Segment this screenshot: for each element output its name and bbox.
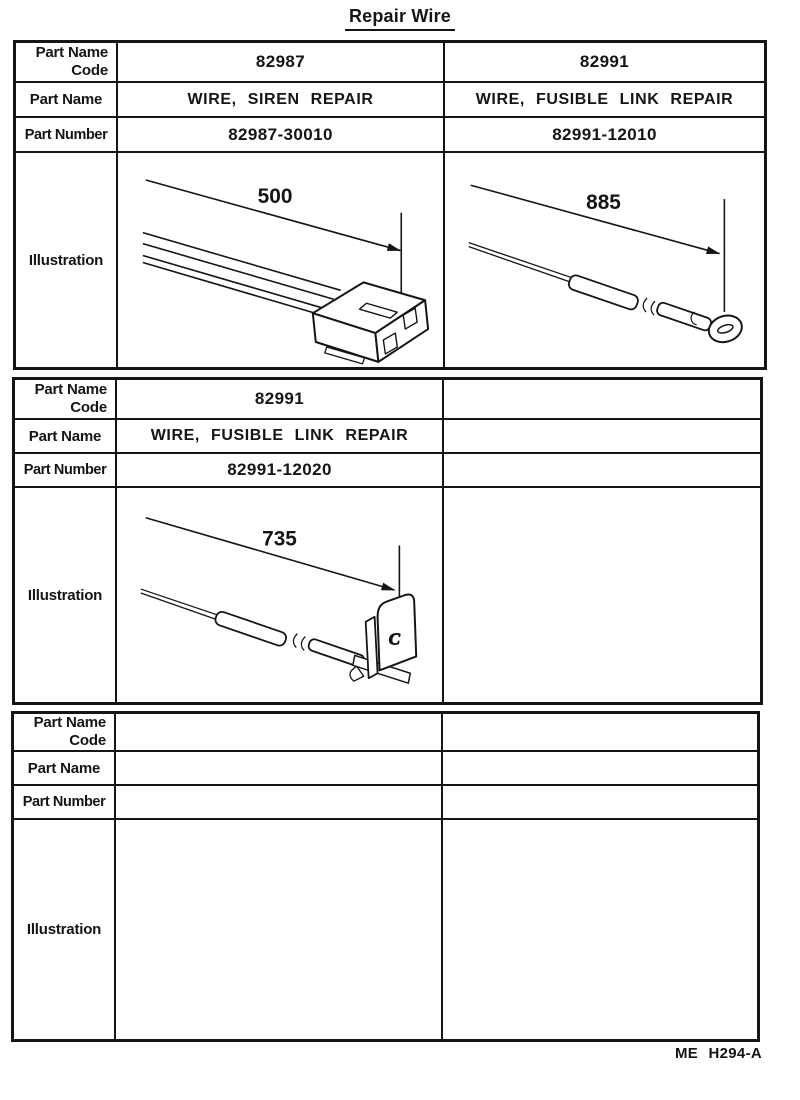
bracket-letter: C	[388, 629, 401, 649]
illustration-siren-repair-wire	[118, 153, 443, 367]
wire-lines	[141, 589, 220, 621]
cell-part-name	[116, 752, 443, 786]
cell-part-name: WIRE, FUSIBLE LINK REPAIR	[445, 83, 764, 118]
fusible-link-sleeve	[567, 274, 712, 332]
cell-part-number: 82991-12020	[117, 454, 444, 488]
cell-part-name	[443, 752, 757, 786]
wire-lines	[143, 233, 341, 315]
cell-part-code: 82987	[118, 43, 445, 83]
cell-part-name	[444, 420, 760, 454]
row-label-line2: Code	[69, 732, 106, 749]
row-label-line1: Part Name	[35, 44, 108, 62]
cell-part-number	[444, 454, 760, 488]
row-label-line2: Code	[70, 399, 107, 416]
cell-part-name: WIRE, FUSIBLE LINK REPAIR	[117, 420, 444, 454]
cell-illustration-82987	[118, 153, 445, 367]
row-label-part-name: Part Name	[15, 420, 117, 454]
row-label-part-name-code	[15, 380, 117, 420]
cell-part-number: 82987-30010	[118, 118, 445, 153]
row-label-part-name: Part Name	[16, 83, 118, 118]
cell-part-number: 82991-12010	[445, 118, 764, 153]
cell-part-name: WIRE, SIREN REPAIR	[118, 83, 445, 118]
wire-lines	[469, 243, 574, 284]
ring-terminal	[705, 311, 745, 346]
cell-part-code	[116, 714, 443, 752]
row-label-part-name-code	[16, 43, 118, 83]
row-label-part-number: Part Number	[15, 454, 117, 488]
cell-part-code	[443, 714, 757, 752]
page-header	[0, 6, 800, 31]
row-label-part-number: Part Number	[16, 118, 118, 153]
row-label-line1: Part Name	[33, 714, 106, 732]
row-label-line2: Code	[71, 62, 108, 79]
parts-table-top	[13, 40, 767, 370]
cell-part-code: 82991	[117, 380, 444, 420]
page-title: Repair Wire	[345, 6, 455, 31]
cell-illustration-empty	[116, 820, 443, 1039]
parts-table-bottom	[11, 711, 760, 1042]
row-label-part-name-code	[14, 714, 116, 752]
cell-part-code: 82991	[445, 43, 764, 83]
row-label-illustration: Illustration	[14, 820, 116, 1039]
row-label-illustration: Illustration	[15, 488, 117, 702]
cell-illustration-82991-12020	[117, 488, 444, 702]
cell-illustration-empty	[444, 488, 760, 702]
fusible-link-sleeve	[214, 610, 366, 668]
connector	[313, 282, 428, 363]
illustration-fusible-link-wire-ring	[445, 153, 764, 367]
cell-part-code	[444, 380, 760, 420]
cell-part-number	[443, 786, 757, 820]
cell-illustration-82991-12010	[445, 153, 764, 367]
dimension-label: 500	[257, 184, 293, 208]
cell-illustration-empty	[443, 820, 757, 1039]
row-label-part-name: Part Name	[14, 752, 116, 786]
cell-part-number	[116, 786, 443, 820]
row-label-illustration: Illustration	[16, 153, 118, 367]
dimension-label: 885	[586, 190, 621, 214]
parts-table-middle	[12, 377, 763, 705]
row-label-line1: Part Name	[34, 381, 107, 399]
bracket	[350, 594, 416, 683]
dimension-label: 735	[262, 527, 297, 551]
row-label-part-number: Part Number	[14, 786, 116, 820]
illustration-fusible-link-wire-bracket	[117, 488, 442, 702]
doc-code: ME H294-A	[674, 1045, 762, 1062]
